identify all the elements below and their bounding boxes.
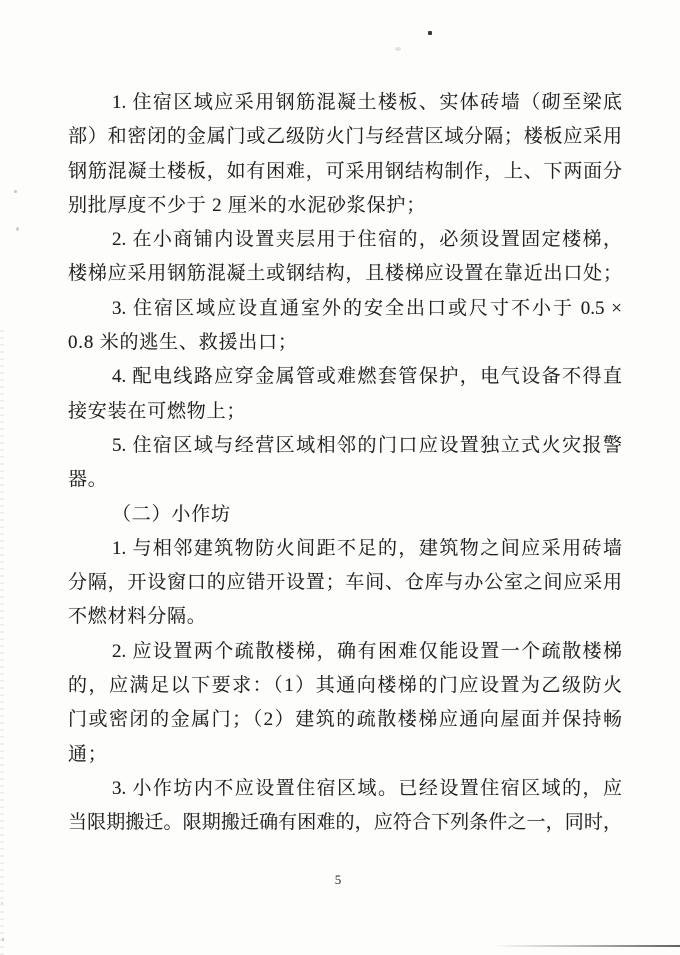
section-heading: （二）小作坊 <box>112 503 231 525</box>
scan-artifact-line <box>492 945 680 947</box>
text-line: 接安装在可燃物上； <box>68 400 247 422</box>
text-line: 钢筋混凝土楼板，如有困难，可采用钢结构制作，上、下两面分 <box>68 160 622 182</box>
text-line: 不燃材料分隔。 <box>68 606 207 628</box>
text-line: 4. 配电线路应穿金属管或难燃套管保护，电气设备不得直 <box>112 366 622 388</box>
text-line: 2. 在小商铺内设置夹层用于住宿的，必须设置固定楼梯， <box>112 229 622 251</box>
page-number: 5 <box>334 872 342 887</box>
text-line: 门或密闭的金属门；（2）建筑的疏散楼梯应通向屋面并保持畅 <box>68 709 622 731</box>
document-body <box>68 86 622 841</box>
text-line: 1. 与相邻建筑物防火间距不足的，建筑物之间应采用砖墙 <box>112 537 622 559</box>
scan-speck <box>428 31 432 35</box>
text-line: 当限期搬迁。限期搬迁确有困难的，应符合下列条件之一，同时， <box>68 812 622 834</box>
scan-speck <box>395 47 401 51</box>
text-line: 通； <box>68 743 108 765</box>
text-line: 1. 住宿区域应采用钢筋混凝土楼板、实体砖墙（砌至梁底 <box>112 92 622 113</box>
text-line: 3. 小作坊内不应设置住宿区域。已经设置住宿区域的，应 <box>112 777 622 799</box>
text-line: 的，应满足以下要求：（1）其通向楼梯的门应设置为乙级防火 <box>68 675 622 697</box>
scan-speck <box>16 227 19 231</box>
text-line: 部）和密闭的金属门或乙级防火门与经营区域分隔；楼板应采用 <box>68 126 622 148</box>
text-line: 0.8 米的逃生、救援出口； <box>68 332 298 354</box>
text-line: 5. 住宿区域与经营区域相邻的门口应设置独立式火灾报警 <box>112 434 622 456</box>
text-line: 2. 应设置两个疏散楼梯，确有困难仅能设置一个疏散楼梯 <box>112 640 622 662</box>
text-line: 器。 <box>68 469 108 491</box>
scan-edge-noise <box>0 330 4 955</box>
text-line: 别批厚度不少于 2 厘米的水泥砂浆保护； <box>68 194 427 216</box>
text-line: 楼梯应采用钢筋混凝土或钢结构，且楼梯应设置在靠近出口处； <box>68 263 622 285</box>
scan-speck <box>14 190 17 193</box>
text-line: 分隔，开设窗口的应错开设置；车间、仓库与办公室之间应采用 <box>68 572 622 594</box>
text-line: 3. 住宿区域应设直通室外的安全出口或尺寸不小于 0.5 × <box>112 297 622 319</box>
